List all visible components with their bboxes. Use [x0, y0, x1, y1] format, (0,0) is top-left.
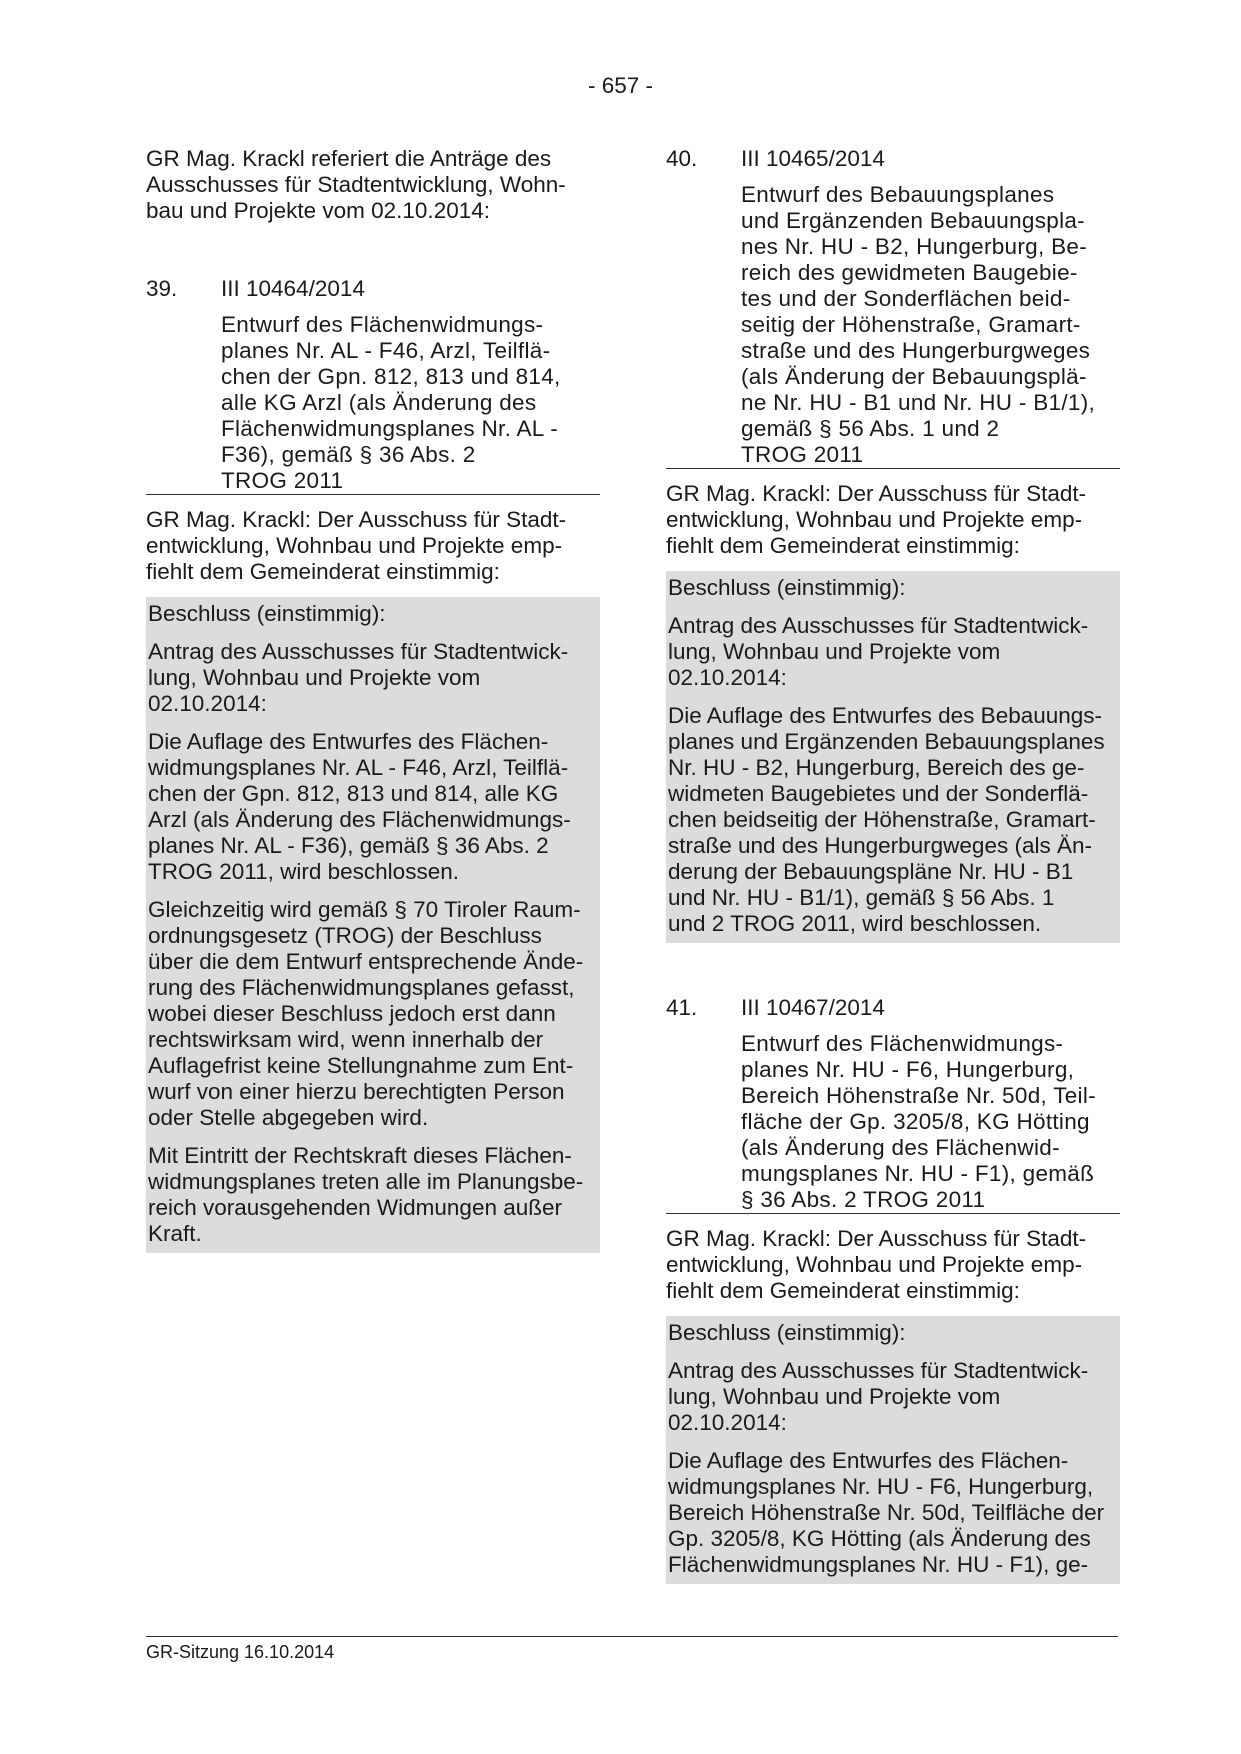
resolution-box [666, 571, 1120, 943]
resolution-heading: Beschluss (einstimmig): [668, 575, 906, 600]
item-heading [666, 995, 1120, 1021]
item-title: Entwurf des Flächenwidmungs- planes Nr. AL - F46, Arzl, Teilflä- chen der Gpn. 812, 813 und 814, alle KG Arzl (als Änderung des Flächenwidmungsplanes Nr. AL - F36), gemäß § 36 Abs. 2 TROG 2011 [221, 312, 561, 493]
right-column [666, 146, 1120, 1584]
page-footer: GR-Sitzung 16.10.2014 [146, 1642, 335, 1662]
item-reference: III 10464/2014 [221, 276, 365, 301]
resolution-heading: Beschluss (einstimmig): [148, 601, 386, 626]
item-number: 41. [666, 995, 698, 1020]
item-divider [666, 468, 1120, 469]
intro-paragraph: GR Mag. Krackl referiert die Anträge des Ausschusses für Stadtentwicklung, Wohn- bau und Projekte vom 02.10.2014: [146, 146, 566, 223]
motion-paragraph: Antrag des Ausschusses für Stadtentwick- lung, Wohnbau und Projekte vom 02.10.2014: [668, 613, 1089, 690]
item-reference: III 10467/2014 [741, 995, 885, 1020]
item-divider [146, 494, 600, 495]
item-number: 40. [666, 146, 698, 171]
item-heading [666, 146, 1120, 172]
item-title: Entwurf des Flächenwidmungs- planes Nr. HU - F6, Hungerburg, Bereich Höhenstraße Nr. 50d, Teil- fläche der Gp. 3205/8, KG Hötting (als Änderung des Flächenwid- mungsplanes Nr. HU - F1), gemäß § 36 Abs. 2 TROG 2011 [741, 1031, 1096, 1212]
resolution-text: Mit Eintritt der Rechtskraft dieses Flächen- widmungsplanes treten alle im Planungsbe- reich vorausgehenden Widmungen außer Kraft. [148, 1143, 584, 1246]
resolution-text: Die Auflage des Entwurfes des Flächen- widmungsplanes Nr. HU - F6, Hungerburg, Bereich Höhenstraße Nr. 50d, Teilfläche der Gp. 3205/8, KG Hötting (als Änderung des Flächenwidmungsplanes Nr. HU - F1), ge- [668, 1448, 1105, 1577]
item-number: 39. [146, 276, 178, 301]
committee-recommendation: GR Mag. Krackl: Der Ausschuss für Stadt- entwicklung, Wohnbau und Projekte emp- fiehlt dem Gemeinderat einstimmig: [666, 1226, 1087, 1303]
motion-paragraph: Antrag des Ausschusses für Stadtentwick- lung, Wohnbau und Projekte vom 02.10.2014: [148, 639, 569, 716]
committee-recommendation: GR Mag. Krackl: Der Ausschuss für Stadt- entwicklung, Wohnbau und Projekte emp- fiehlt dem Gemeinderat einstimmig: [666, 481, 1087, 558]
item-title: Entwurf des Bebauungsplanes und Ergänzenden Bebauungspla- nes Nr. HU - B2, Hungerburg, Be- reich des gewidmeten Baugebie- tes und der Sonderflächen beid- seitig der Höhenstraße, Gramart- straße und des Hungerburgweges (als Änderung der Bebauungsplä- ne Nr. HU - B1 und Nr. HU - B1/1), gemäß § 56 Abs. 1 und 2 TROG 2011 [741, 182, 1096, 467]
resolution-box [666, 1316, 1120, 1584]
resolution-box [146, 597, 600, 1253]
page-number: - 657 - [587, 73, 654, 98]
item-40 [666, 146, 1120, 943]
resolution-text: Die Auflage des Entwurfes des Flächen- widmungsplanes Nr. AL - F46, Arzl, Teilflä- chen der Gpn. 812, 813 und 814, alle KG Arzl (als Änderung des Flächenwidmungs- planes Nr. AL - F36), gemäß § 36 Abs. 2 TROG 2011, wird beschlossen. [148, 729, 571, 884]
item-41 [666, 995, 1120, 1584]
item-heading [146, 276, 600, 302]
resolution-text: Die Auflage des Entwurfes des Bebauungs- planes und Ergänzenden Bebauungsplanes Nr. HU - B2, Hungerburg, Bereich des ge- widmeten Baugebietes und der Sonderflä- chen beidseitig der Höhenstraße, Gramart- straße und des Hungerburgweges (als Än- derung der Bebauungspläne Nr. HU - B1 und Nr. HU - B1/1), gemäß § 56 Abs. 1 und 2 TROG 2011, wird beschlossen. [668, 703, 1105, 936]
item-reference: III 10465/2014 [741, 146, 885, 171]
committee-recommendation: GR Mag. Krackl: Der Ausschuss für Stadt- entwicklung, Wohnbau und Projekte emp- fiehlt dem Gemeinderat einstimmig: [146, 507, 567, 584]
resolution-text: Gleichzeitig wird gemäß § 70 Tiroler Raum- ordnungsgesetz (TROG) der Beschluss über die dem Entwurf entsprechende Ände- rung des Flächenwidmungsplanes gefasst, wobei dieser Beschluss jedoch erst dann rechtswirksam wird, wenn innerhalb der Auflagefrist keine Stellungnahme zum Ent- wurf von einer hierzu berechtigten Person oder Stelle abgegeben wird. [148, 897, 584, 1130]
left-column [146, 146, 600, 1253]
motion-paragraph: Antrag des Ausschusses für Stadtentwick- lung, Wohnbau und Projekte vom 02.10.2014: [668, 1358, 1089, 1435]
item-divider [666, 1213, 1120, 1214]
item-39 [146, 276, 600, 1253]
resolution-heading: Beschluss (einstimmig): [668, 1320, 906, 1345]
footer-divider [146, 1636, 1118, 1637]
